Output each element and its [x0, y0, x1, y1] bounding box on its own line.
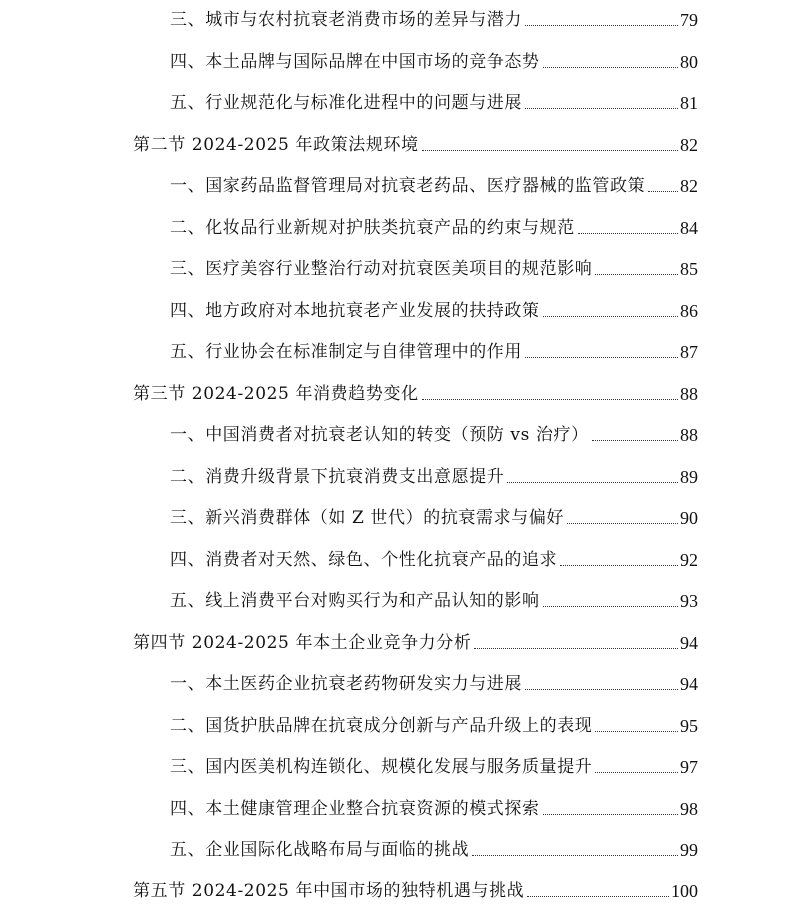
toc-entry-page: 99	[680, 840, 698, 860]
toc-entry-title: 五、企业国际化战略布局与面临的挑战	[170, 840, 470, 860]
dot-leader	[543, 315, 678, 317]
toc-entry-page: 89	[680, 467, 698, 487]
dot-leader	[595, 730, 678, 732]
toc-entry-page: 86	[680, 301, 698, 321]
toc-entry-page: 90	[680, 508, 698, 528]
toc-entry-title: 第三节 2024-2025 年消费趋势变化	[133, 384, 419, 404]
dot-leader	[560, 564, 678, 566]
toc-entry-page: 98	[680, 799, 698, 819]
toc-entry-page: 92	[680, 550, 698, 570]
toc-entry[interactable]	[170, 250, 698, 280]
toc-entry-title: 一、中国消费者对抗衰老认知的转变（预防 vs 治疗）	[170, 425, 589, 445]
toc-entry-title: 五、行业规范化与标准化进程中的问题与进展	[170, 93, 522, 113]
dot-leader	[472, 854, 678, 856]
dot-leader	[595, 771, 678, 773]
toc-entry[interactable]	[170, 499, 698, 529]
toc-entry-page: 82	[680, 135, 698, 155]
toc-entry-title: 第二节 2024-2025 年政策法规环境	[133, 135, 419, 155]
toc-entry-page: 79	[680, 10, 698, 30]
dot-leader	[525, 356, 678, 358]
dot-leader	[648, 190, 678, 192]
toc-entry-title: 三、城市与农村抗衰老消费市场的差异与潜力	[170, 10, 522, 30]
toc-entry[interactable]	[170, 84, 698, 114]
dot-leader	[422, 149, 678, 151]
toc-entry-title: 四、消费者对天然、绿色、个性化抗衰产品的追求	[170, 550, 558, 570]
toc-entry[interactable]	[170, 458, 698, 488]
toc-entry-page: 80	[680, 52, 698, 72]
toc-section-entry[interactable]	[133, 624, 698, 654]
toc-entry-page: 94	[680, 633, 698, 653]
toc-entry-page: 100	[671, 881, 698, 901]
toc-entry-title: 第五节 2024-2025 年中国市场的独特机遇与挑战	[133, 881, 525, 901]
dot-leader	[592, 439, 678, 441]
dot-leader	[543, 605, 678, 607]
toc-entry-title: 三、新兴消费群体（如 Z 世代）的抗衰需求与偏好	[170, 508, 565, 528]
toc-entry-title: 四、地方政府对本地抗衰老产业发展的扶持政策	[170, 301, 540, 321]
toc-entry-page: 88	[680, 384, 698, 404]
toc-entry-title: 二、化妆品行业新规对护肤类抗衰产品的约束与规范	[170, 218, 575, 238]
toc-entry[interactable]	[170, 43, 698, 73]
toc-entry-title: 三、医疗美容行业整治行动对抗衰医美项目的规范影响	[170, 259, 593, 279]
toc-entry[interactable]	[170, 292, 698, 322]
toc-section-entry[interactable]	[133, 872, 698, 902]
toc-entry[interactable]	[170, 541, 698, 571]
toc-entry[interactable]	[170, 167, 698, 197]
toc-entry[interactable]	[170, 748, 698, 778]
toc-entry-title: 三、国内医美机构连锁化、规模化发展与服务质量提升	[170, 757, 593, 777]
toc-entry-title: 五、行业协会在标准制定与自律管理中的作用	[170, 342, 522, 362]
toc-entry[interactable]	[170, 790, 698, 820]
toc-entry-page: 84	[680, 218, 698, 238]
toc-entry-page: 93	[680, 591, 698, 611]
toc-entry-page: 87	[680, 342, 698, 362]
toc-entry[interactable]	[170, 416, 698, 446]
toc-entry-title: 一、国家药品监督管理局对抗衰老药品、医疗器械的监管政策	[170, 176, 646, 196]
toc-entry-title: 五、线上消费平台对购买行为和产品认知的影响	[170, 591, 540, 611]
toc-entry-page: 82	[680, 176, 698, 196]
dot-leader	[474, 647, 678, 649]
dot-leader	[527, 895, 669, 897]
toc-entry-page: 81	[680, 93, 698, 113]
dot-leader	[525, 24, 678, 26]
toc-entry-title: 四、本土品牌与国际品牌在中国市场的竞争态势	[170, 52, 540, 72]
toc-section-entry[interactable]	[133, 375, 698, 405]
toc-entry-title: 二、消费升级背景下抗衰消费支出意愿提升	[170, 467, 505, 487]
dot-leader	[543, 66, 678, 68]
toc-entry-page: 95	[680, 716, 698, 736]
toc-entry[interactable]	[170, 1, 698, 31]
dot-leader	[422, 398, 678, 400]
toc-entry-title: 四、本土健康管理企业整合抗衰资源的模式探索	[170, 799, 540, 819]
toc-entry-page: 94	[680, 674, 698, 694]
toc-entry-page: 88	[680, 425, 698, 445]
dot-leader	[525, 688, 678, 690]
dot-leader	[543, 813, 678, 815]
toc-section-entry[interactable]	[133, 126, 698, 156]
dot-leader	[525, 107, 678, 109]
toc-entry[interactable]	[170, 209, 698, 239]
dot-leader	[595, 273, 678, 275]
toc-entry[interactable]	[170, 665, 698, 695]
toc-entry[interactable]	[170, 582, 698, 612]
toc-entry-title: 第四节 2024-2025 年本土企业竞争力分析	[133, 633, 472, 653]
toc-entry-title: 二、国货护肤品牌在抗衰成分创新与产品升级上的表现	[170, 716, 593, 736]
dot-leader	[507, 481, 678, 483]
toc-entry-page: 97	[680, 757, 698, 777]
dot-leader	[567, 522, 678, 524]
toc-entry-page: 85	[680, 259, 698, 279]
toc-entry[interactable]	[170, 707, 698, 737]
dot-leader	[578, 232, 678, 234]
toc-entry-title: 一、本土医药企业抗衰老药物研发实力与进展	[170, 674, 522, 694]
toc-entry[interactable]	[170, 831, 698, 861]
toc-entry[interactable]	[170, 333, 698, 363]
